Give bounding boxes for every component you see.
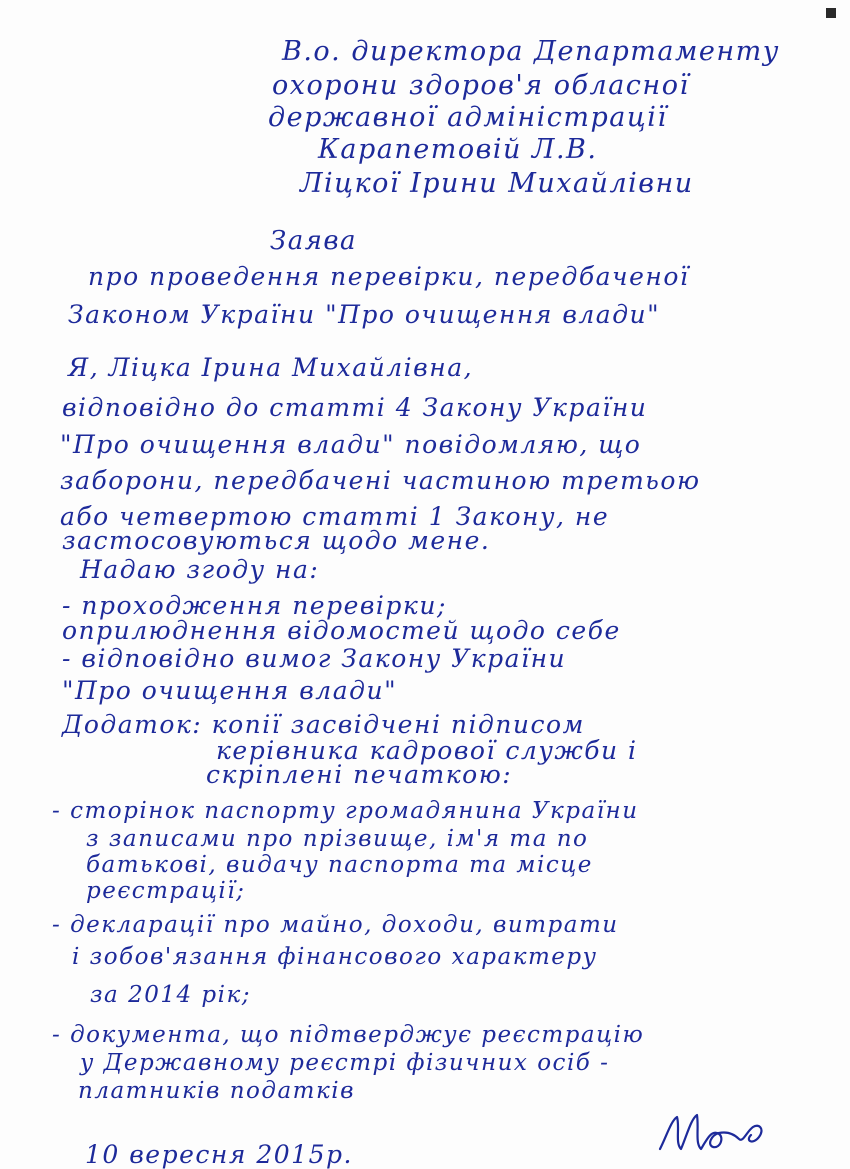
attachment-item-1-line-1: - сторінок паспорту громадянина України bbox=[52, 798, 639, 824]
attachments-heading-line-2: керівника кадрової служби і bbox=[216, 736, 638, 765]
subtitle-line-2: Законом України "Про очищення влади" bbox=[68, 300, 661, 329]
attachment-item-3-line-1: - документа, що підтверджує реєстрацію bbox=[52, 1022, 645, 1048]
attachment-item-2-line-3: за 2014 рік; bbox=[90, 982, 251, 1008]
attachment-item-1-line-2: з записами про прізвище, ім'я та по bbox=[86, 826, 589, 852]
body-line-3: "Про очищення влади" повідомляю, що bbox=[60, 430, 642, 459]
header-line-3: державної адміністрації bbox=[268, 102, 668, 133]
header-line-2: охорони здоров'я обласної bbox=[272, 70, 690, 101]
consent-item-4: "Про очищення влади" bbox=[62, 676, 398, 705]
header-line-1: В.о. директора Департаменту bbox=[282, 36, 780, 67]
body-line-4: заборони, передбачені частиною третьою bbox=[60, 466, 701, 495]
attachment-item-3-line-2: у Державному реєстрі фізичних осіб - bbox=[80, 1050, 610, 1076]
attachment-item-3-line-3: платників податків bbox=[78, 1078, 355, 1104]
document-title: Заява bbox=[270, 226, 358, 256]
attachments-heading-line-3: скріплені печаткою: bbox=[206, 760, 513, 789]
attachment-item-1-line-3: батькові, видачу паспорта та місце bbox=[86, 852, 593, 878]
body-line-6: застосовуються щодо мене. bbox=[62, 526, 491, 555]
attachment-item-1-line-4: реєстрації; bbox=[86, 878, 246, 904]
attachment-item-2-line-1: - декларації про майно, доходи, витрати bbox=[52, 912, 619, 938]
body-line-2: відповідно до статті 4 Закону України bbox=[62, 393, 648, 422]
header-line-4: Карапетовій Л.В. bbox=[318, 134, 598, 165]
consent-item-1: - проходження перевірки; bbox=[62, 591, 447, 620]
attachment-item-2-line-2: і зобов'язання фінансового характеру bbox=[72, 944, 598, 970]
consent-heading: Надаю згоду на: bbox=[80, 555, 320, 584]
document-date: 10 вересня 2015р. bbox=[85, 1140, 353, 1169]
body-line-1: Я, Ліцка Ірина Михайлівна, bbox=[68, 353, 474, 382]
subtitle-line-1: про проведення перевірки, передбаченої bbox=[88, 262, 690, 291]
signature bbox=[655, 1105, 775, 1160]
body-line-5: або четвертою статті 1 Закону, не bbox=[60, 502, 610, 531]
consent-item-2: оприлюднення відомостей щодо себе bbox=[62, 616, 621, 645]
scan-corner-mark bbox=[826, 8, 836, 18]
header-line-5: Ліцкої Ірини Михайлівни bbox=[300, 168, 694, 199]
consent-item-3: - відповідно вимог Закону України bbox=[62, 644, 567, 673]
attachments-heading: Додаток: копії засвідчені підписом bbox=[62, 710, 585, 739]
